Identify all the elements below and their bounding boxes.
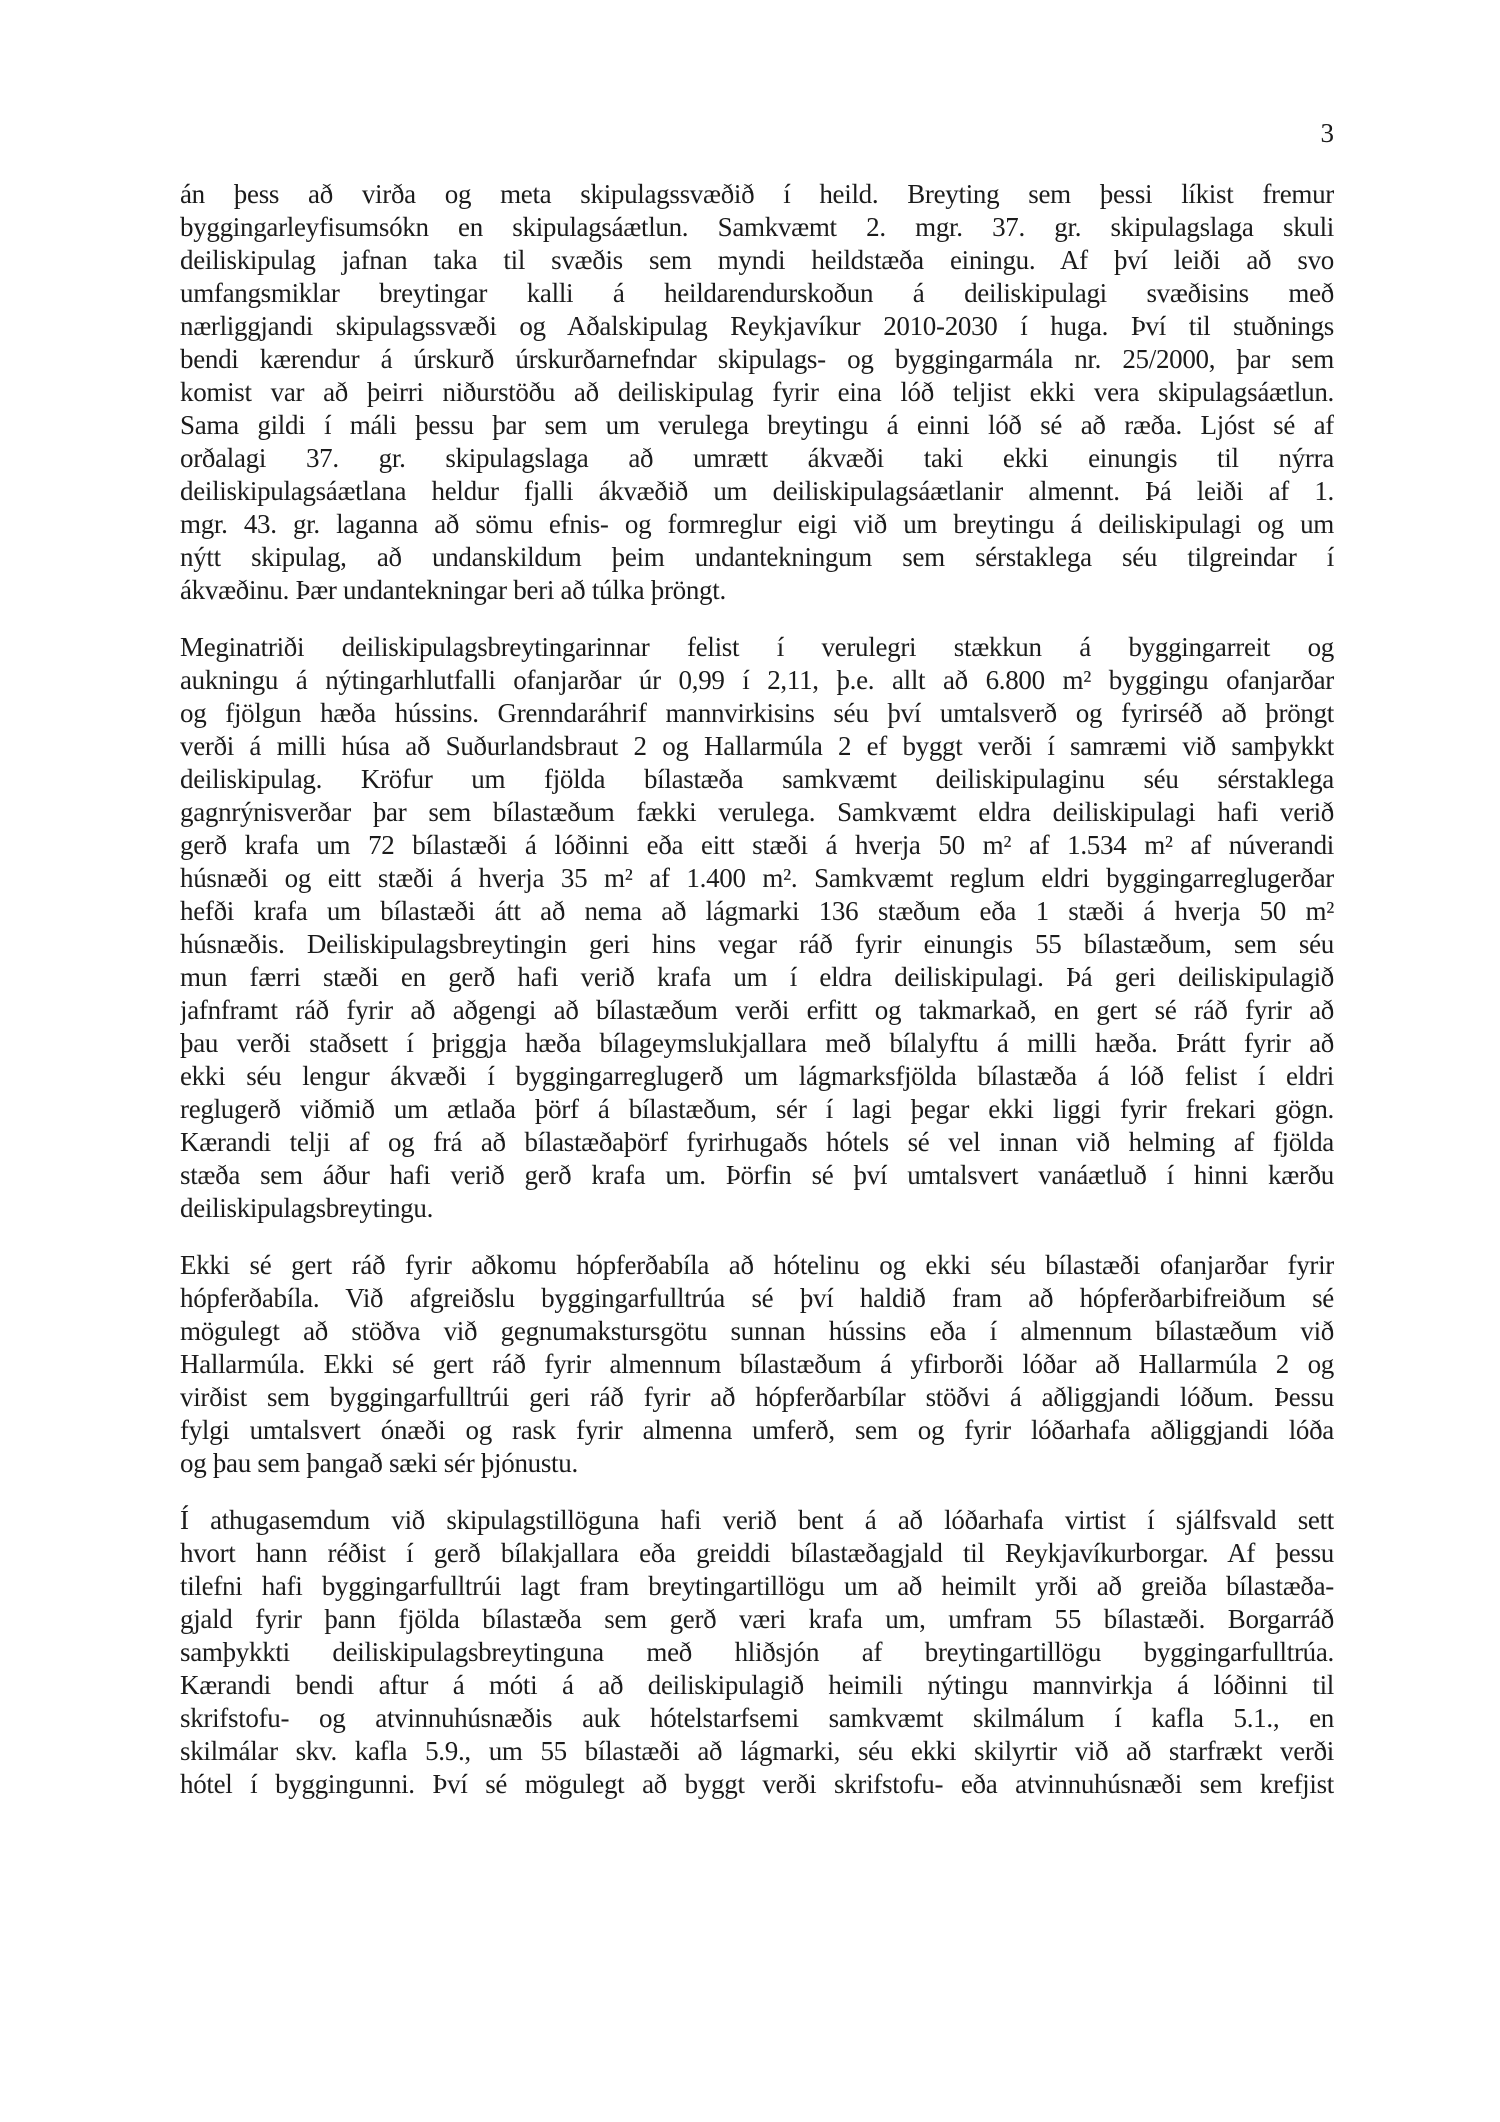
text-line: fylgi umtalsvert ónæði og rask fyrir almenna umferð, sem og fyrir lóðarhafa aðliggjandi lóða xyxy=(180,1415,1334,1445)
page-number: 3 xyxy=(1320,118,1334,148)
text-line: deiliskipulag jafnan taka til svæðis sem myndi heildstæða einingu. Af því leiði að svo xyxy=(180,245,1334,275)
text-line: húsnæðis. Deiliskipulagsbreytingin geri hins vegar ráð fyrir einungis 55 bílastæðum, sem séu xyxy=(180,929,1334,959)
text-line: mgr. 43. gr. laganna að sömu efnis- og formreglur eigi við um breytingu á deiliskipulagi og um xyxy=(180,509,1334,539)
text-line: hefði krafa um bílastæði átt að nema að lágmarki 136 stæðum eða 1 stæði á hverja 50 m² xyxy=(180,896,1334,926)
text-line: Kærandi bendi aftur á móti á að deiliskipulagið heimili nýtingu mannvirkja á lóðinni til xyxy=(180,1670,1334,1700)
text-line: gagnrýnisverðar þar sem bílastæðum fækki verulega. Samkvæmt eldra deiliskipulagi hafi verið xyxy=(180,797,1334,827)
text-line: mögulegt að stöðva við gegnumakstursgötu sunnan hússins eða í almennum bílastæðum við xyxy=(180,1316,1334,1346)
text-line: Hallarmúla. Ekki sé gert ráð fyrir almennum bílastæðum á yfirborði lóðar að Hallarmúla 2 og xyxy=(180,1349,1334,1379)
text-line: og þau sem þangað sæki sér þjónustu. xyxy=(180,1448,578,1478)
paragraph-1 xyxy=(180,178,1334,607)
text-line: húsnæði og eitt stæði á hverja 35 m² af 1.400 m². Samkvæmt reglum eldri byggingarreglugerðar xyxy=(180,863,1334,893)
text-line: virðist sem byggingarfulltrúi geri ráð fyrir að hópferðarbílar stöðvi á aðliggjandi lóðum. Þessu xyxy=(180,1382,1334,1412)
text-line: umfangsmiklar breytingar kalli á heildarendurskoðun á deiliskipulagi svæðisins með xyxy=(180,278,1334,308)
text-line: byggingarleyfisumsókn en skipulagsáætlun. Samkvæmt 2. mgr. 37. gr. skipulagslaga skuli xyxy=(180,212,1334,242)
paragraph-3 xyxy=(180,1249,1334,1480)
paragraph-4 xyxy=(180,1504,1334,1801)
text-line: mun færri stæði en gerð hafi verið krafa um í eldra deiliskipulagi. Þá geri deiliskipulagið xyxy=(180,962,1334,992)
text-line: Kærandi telji af og frá að bílastæðaþörf fyrirhugaðs hótels sé vel innan við helming af fjölda xyxy=(180,1127,1334,1157)
text-line: nærliggjandi skipulagssvæði og Aðalskipulag Reykjavíkur 2010-2030 í huga. Því til stuðnings xyxy=(180,311,1334,341)
text-line: verði á milli húsa að Suðurlandsbraut 2 og Hallarmúla 2 ef byggt verði í samræmi við samþykkt xyxy=(180,731,1334,761)
text-line: samþykkti deiliskipulagsbreytinguna með hliðsjón af breytingartillögu byggingarfulltrúa. xyxy=(180,1637,1334,1667)
text-line: án þess að virða og meta skipulagssvæðið í heild. Breyting sem þessi líkist fremur xyxy=(180,179,1334,209)
text-line: Meginatriði deiliskipulagsbreytingarinnar felist í verulegri stækkun á byggingarreit og xyxy=(180,632,1334,662)
text-line: ekki séu lengur ákvæði í byggingarreglugerð um lágmarksfjölda bílastæða á lóð felist í eldri xyxy=(180,1061,1334,1091)
text-line: gerð krafa um 72 bílastæði á lóðinni eða eitt stæði á hverja 50 m² af 1.534 m² af núverandi xyxy=(180,830,1334,860)
text-line: hópferðabíla. Við afgreiðslu byggingarfulltrúa sé því haldið fram að hópferðarbifreiðum sé xyxy=(180,1283,1334,1313)
text-line: þau verði staðsett í þriggja hæða bílageymslukjallara með bílalyftu á milli hæða. Þrátt fyrir að xyxy=(180,1028,1334,1058)
text-line: aukningu á nýtingarhlutfalli ofanjarðar úr 0,99 í 2,11, þ.e. allt að 6.800 m² byggingu ofanjarðar xyxy=(180,665,1334,695)
text-line: orðalagi 37. gr. skipulagslaga að umrætt ákvæði taki ekki einungis til nýrra xyxy=(180,443,1334,473)
text-line: hótel í byggingunni. Því sé mögulegt að byggt verði skrifstofu- eða atvinnuhúsnæði sem krefjist xyxy=(180,1769,1334,1799)
text-line: bendi kærendur á úrskurð úrskurðarnefndar skipulags- og byggingarmála nr. 25/2000, þar sem xyxy=(180,344,1334,374)
text-line: og fjölgun hæða hússins. Grenndaráhrif mannvirkisins séu því umtalsverð og fyrirséð að þröngt xyxy=(180,698,1334,728)
text-line: hvort hann réðist í gerð bílakjallara eða greiddi bílastæðagjald til Reykjavíkurborgar. Af þessu xyxy=(180,1538,1334,1568)
text-line: Ekki sé gert ráð fyrir aðkomu hópferðabíla að hótelinu og ekki séu bílastæði ofanjarðar fyrir xyxy=(180,1250,1334,1280)
text-line: skilmálar skv. kafla 5.9., um 55 bílastæði að lágmarki, séu ekki skilyrtir við að starfrækt verði xyxy=(180,1736,1334,1766)
text-line: nýtt skipulag, að undanskildum þeim undantekningum sem sérstaklega séu tilgreindar í xyxy=(180,542,1334,572)
text-line: Sama gildi í máli þessu þar sem um verulega breytingu á einni lóð sé að ræða. Ljóst sé af xyxy=(180,410,1334,440)
text-line: deiliskipulagsáætlana heldur fjalli ákvæðið um deiliskipulagsáætlanir almennt. Þá leiði af 1. xyxy=(180,476,1334,506)
text-line: gjald fyrir þann fjölda bílastæða sem gerð væri krafa um, umfram 55 bílastæði. Borgarráð xyxy=(180,1604,1334,1634)
paragraph-2 xyxy=(180,631,1334,1225)
body-text xyxy=(180,178,1334,1825)
text-line: ákvæðinu. Þær undantekningar beri að túlka þröngt. xyxy=(180,575,726,605)
text-line: reglugerð viðmið um ætlaða þörf á bílastæðum, sér í lagi þegar ekki liggi fyrir frekari gögn. xyxy=(180,1094,1334,1124)
text-line: Í athugasemdum við skipulagstillöguna hafi verið bent á að lóðarhafa virtist í sjálfsvald sett xyxy=(180,1505,1334,1535)
text-line: skrifstofu- og atvinnuhúsnæðis auk hótelstarfsemi samkvæmt skilmálum í kafla 5.1., en xyxy=(180,1703,1334,1733)
text-line: stæða sem áður hafi verið gerð krafa um. Þörfin sé því umtalsvert vanáætluð í hinni kærðu xyxy=(180,1160,1334,1190)
text-line: deiliskipulag. Kröfur um fjölda bílastæða samkvæmt deiliskipulaginu séu sérstaklega xyxy=(180,764,1334,794)
text-line: komist var að þeirri niðurstöðu að deiliskipulag fyrir eina lóð teljist ekki vera skipulagsáætlun. xyxy=(180,377,1334,407)
text-line: jafnframt ráð fyrir að aðgengi að bílastæðum verði erfitt og takmarkað, en gert sé ráð fyrir að xyxy=(180,995,1334,1025)
text-line: tilefni hafi byggingarfulltrúi lagt fram breytingartillögu um að heimilt yrði að greiða bílastæða- xyxy=(180,1571,1334,1601)
text-line: deiliskipulagsbreytingu. xyxy=(180,1193,434,1223)
